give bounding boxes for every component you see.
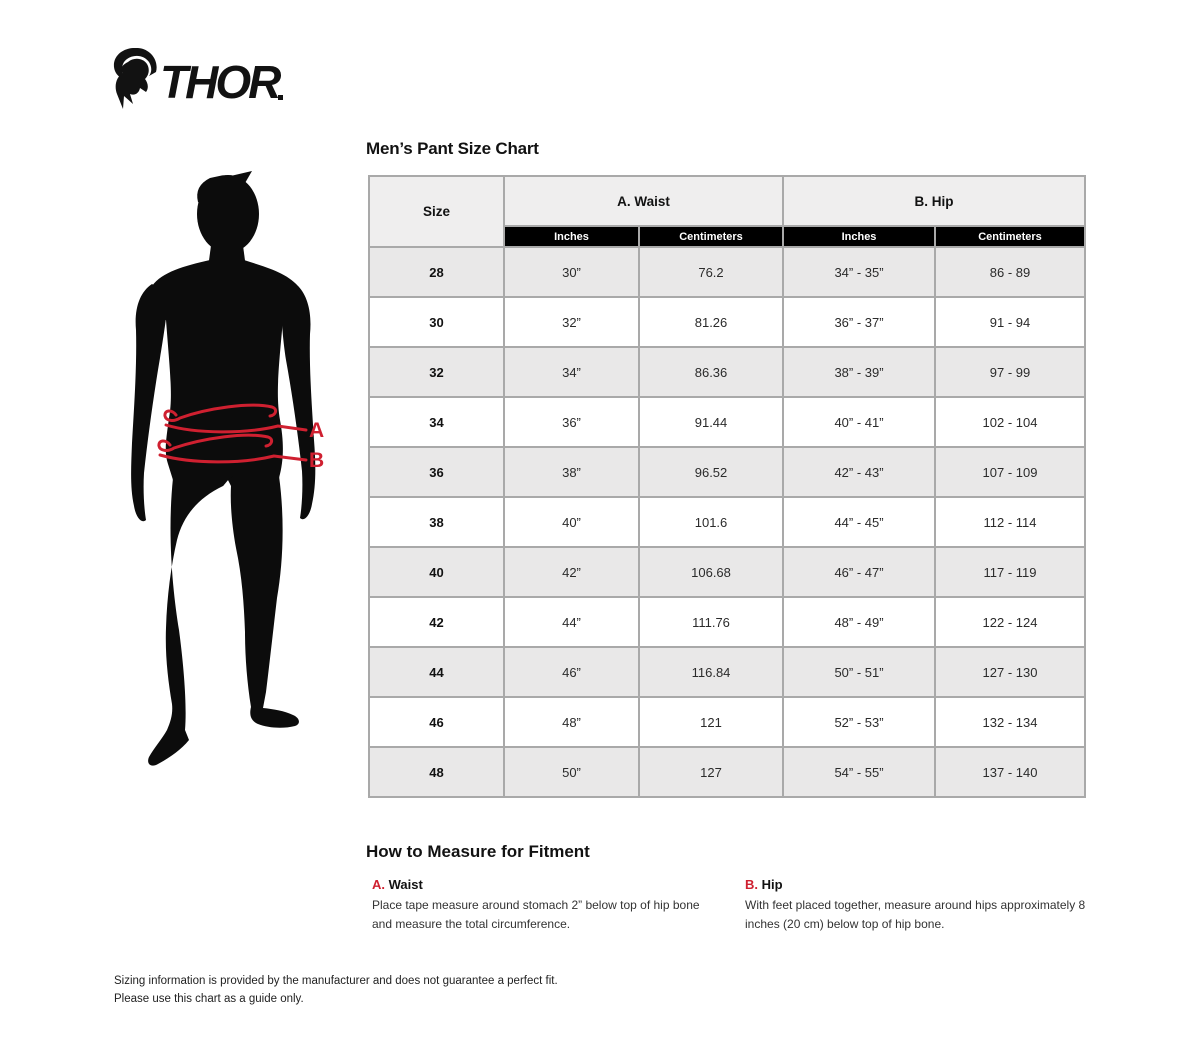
cell-waist-inches: 50” [504, 747, 639, 797]
measure-hip-block [745, 877, 1107, 933]
cell-waist-inches: 44” [504, 597, 639, 647]
thor-logo [112, 46, 290, 112]
size-chart-table [368, 175, 1086, 798]
cell-waist-inches: 36” [504, 397, 639, 447]
cell-waist-inches: 32” [504, 297, 639, 347]
table-row [369, 497, 1085, 547]
cell-hip-inches: 40” - 41” [783, 397, 935, 447]
cell-size: 34 [369, 397, 504, 447]
subheader-hip-inches: Inches [783, 226, 935, 247]
column-header-size: Size [369, 176, 504, 247]
cell-size: 36 [369, 447, 504, 497]
cell-size: 42 [369, 597, 504, 647]
cell-size: 30 [369, 297, 504, 347]
cell-hip-cm: 97 - 99 [935, 347, 1085, 397]
cell-hip-cm: 117 - 119 [935, 547, 1085, 597]
table-row [369, 347, 1085, 397]
cell-hip-cm: 107 - 109 [935, 447, 1085, 497]
sizing-disclaimer [114, 972, 558, 1009]
cell-hip-cm: 132 - 134 [935, 697, 1085, 747]
cell-waist-inches: 30” [504, 247, 639, 297]
thor-wordmark: THOR [160, 56, 279, 108]
measure-waist-prefix: A. [372, 877, 385, 892]
subheader-hip-centimeters: Centimeters [935, 226, 1085, 247]
cell-hip-inches: 46” - 47” [783, 547, 935, 597]
measure-waist-block [372, 877, 720, 933]
cell-hip-inches: 34” - 35” [783, 247, 935, 297]
measure-hip-label [745, 877, 1107, 892]
table-row [369, 397, 1085, 447]
cell-waist-cm: 127 [639, 747, 783, 797]
cell-waist-cm: 81.26 [639, 297, 783, 347]
table-row [369, 597, 1085, 647]
cell-waist-cm: 106.68 [639, 547, 783, 597]
cell-waist-inches: 40” [504, 497, 639, 547]
cell-size: 46 [369, 697, 504, 747]
cell-hip-inches: 48” - 49” [783, 597, 935, 647]
subheader-waist-inches: Inches [504, 226, 639, 247]
table-row [369, 247, 1085, 297]
table-row [369, 547, 1085, 597]
column-header-hip: B. Hip [783, 176, 1085, 226]
table-header-row [369, 176, 1085, 226]
measure-waist-text: Place tape measure around stomach 2” below top of hip bone and measure the total circumference. [372, 898, 700, 931]
cell-waist-cm: 91.44 [639, 397, 783, 447]
hip-label-b: B [309, 449, 325, 472]
table-row [369, 697, 1085, 747]
cell-hip-cm: 91 - 94 [935, 297, 1085, 347]
cell-size: 44 [369, 647, 504, 697]
male-silhouette-diagram [128, 168, 338, 786]
cell-hip-inches: 36” - 37” [783, 297, 935, 347]
cell-hip-inches: 44” - 45” [783, 497, 935, 547]
cell-waist-cm: 116.84 [639, 647, 783, 697]
cell-waist-cm: 96.52 [639, 447, 783, 497]
subheader-waist-centimeters: Centimeters [639, 226, 783, 247]
page-title: Men’s Pant Size Chart [366, 139, 539, 158]
table-row [369, 297, 1085, 347]
cell-hip-inches: 52” - 53” [783, 697, 935, 747]
cell-waist-inches: 34” [504, 347, 639, 397]
cell-waist-cm: 111.76 [639, 597, 783, 647]
disclaimer-line-1: Sizing information is provided by the manufacturer and does not guarantee a perfect fit. [114, 975, 558, 987]
cell-waist-inches: 42” [504, 547, 639, 597]
waist-label-a: A [309, 419, 325, 442]
cell-hip-cm: 127 - 130 [935, 647, 1085, 697]
cell-size: 28 [369, 247, 504, 297]
cell-hip-inches: 54” - 55” [783, 747, 935, 797]
cell-size: 40 [369, 547, 504, 597]
cell-waist-cm: 76.2 [639, 247, 783, 297]
cell-hip-inches: 50” - 51” [783, 647, 935, 697]
measure-waist-label [372, 877, 720, 892]
cell-hip-inches: 38” - 39” [783, 347, 935, 397]
measure-hip-text: With feet placed together, measure around hips approximately 8 inches (20 cm) below top of hip bone. [745, 898, 1086, 931]
measure-section-heading: How to Measure for Fitment [366, 842, 590, 861]
cell-hip-cm: 102 - 104 [935, 397, 1085, 447]
cell-waist-cm: 101.6 [639, 497, 783, 547]
table-row [369, 447, 1085, 497]
cell-waist-cm: 121 [639, 697, 783, 747]
cell-size: 38 [369, 497, 504, 547]
thor-ram-icon [112, 46, 290, 112]
cell-hip-cm: 122 - 124 [935, 597, 1085, 647]
cell-hip-cm: 86 - 89 [935, 247, 1085, 297]
measure-hip-prefix: B. [745, 877, 758, 892]
cell-hip-cm: 137 - 140 [935, 747, 1085, 797]
cell-hip-cm: 112 - 114 [935, 497, 1085, 547]
body-silhouette [131, 171, 315, 766]
measure-waist-title: Waist [388, 877, 423, 892]
column-header-waist: A. Waist [504, 176, 783, 226]
cell-waist-inches: 38” [504, 447, 639, 497]
table-row [369, 747, 1085, 797]
table-row [369, 647, 1085, 697]
cell-size: 48 [369, 747, 504, 797]
cell-size: 32 [369, 347, 504, 397]
body-measurement-figure [128, 168, 338, 786]
measure-hip-title: Hip [761, 877, 783, 892]
cell-waist-inches: 48” [504, 697, 639, 747]
cell-hip-inches: 42” - 43” [783, 447, 935, 497]
cell-waist-inches: 46” [504, 647, 639, 697]
disclaimer-line-2: Please use this chart as a guide only. [114, 993, 304, 1006]
cell-waist-cm: 86.36 [639, 347, 783, 397]
